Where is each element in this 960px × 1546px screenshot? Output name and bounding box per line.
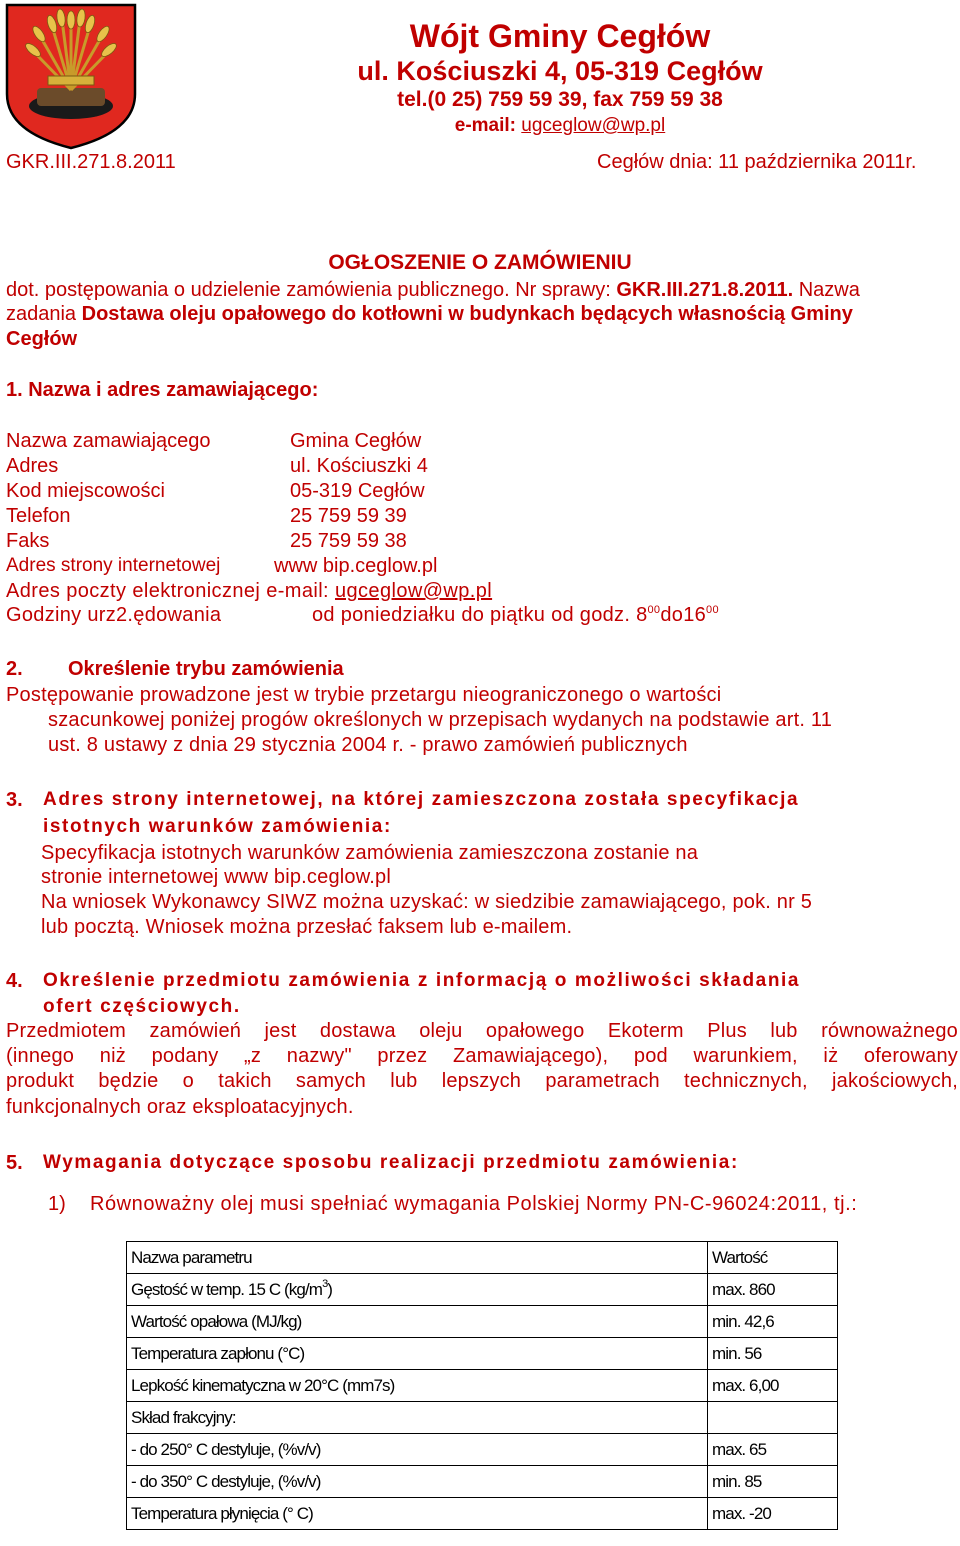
section4-heading1: Określenie przedmiotu zamówienia z informacją o możliwości składania: [43, 970, 801, 991]
section2-number: 2.: [6, 658, 23, 680]
section4-line4: funkcjonalnych oraz eksploatacyjnych.: [6, 1096, 354, 1118]
section3-heading1: Adres strony internetowej, na której zamieszczona została specyfikacja: [43, 789, 800, 810]
hours-text: od poniedziałku do piątku od godz. 8: [312, 604, 648, 626]
section3-line4: lub pocztą. Wniosek można przesłać faksem lub e-mailem.: [41, 916, 573, 938]
section2-line3: ust. 8 ustawy z dnia 29 stycznia 2004 r. - prawo zamówień publicznych: [48, 734, 688, 756]
table-row: [127, 1274, 838, 1306]
org-phone: tel.(0 25) 759 59 39, fax 759 59 38: [397, 88, 723, 111]
s1-value-0: Gmina Cegłów: [290, 430, 422, 452]
table-row: [127, 1306, 838, 1338]
hours-sup-start: 00: [647, 604, 661, 616]
section5-number: 5.: [6, 1152, 23, 1174]
section3-number: 3.: [6, 789, 23, 811]
case-number: GKR.III.271.8.2011.: [616, 279, 794, 301]
org-address: ul. Kościuszki 4, 05-319 Cegłów: [357, 56, 763, 86]
table-cell-value: max. 860: [708, 1274, 838, 1306]
date-line: Cegłów dnia: 11 października 2011r.: [597, 151, 917, 173]
section4-number: 4.: [6, 970, 23, 992]
intro-text-end: Nazwa: [793, 279, 860, 301]
s1-email-label: Adres poczty elektronicznej e-mail:: [6, 580, 335, 602]
intro-text: dot. postępowania o udzielenie zamówienia publicznego. Nr sprawy:: [6, 279, 617, 301]
table-cell-value: min. 85: [708, 1466, 838, 1498]
notice-title: OGŁOSZENIE O ZAMÓWIENIU: [328, 251, 632, 274]
table-cell-value: min. 56: [708, 1338, 838, 1370]
section5-item1-number: 1): [48, 1193, 66, 1215]
density-close: ): [327, 1279, 333, 1299]
s1-value-2: 05-319 Cegłów: [290, 480, 425, 502]
s1-label-5: Adres strony internetowej: [6, 555, 221, 576]
org-email-line: [80, 115, 960, 137]
org-email-link[interactable]: ugceglow@wp.pl: [521, 115, 666, 136]
section1-heading: 1. Nazwa i adres zamawiającego:: [6, 379, 319, 401]
s1-hours-value: [312, 604, 719, 627]
table-row: [127, 1466, 838, 1498]
parameters-table: [126, 1241, 838, 1530]
table-cell-param: - do 350° C destyluje, (%v/v): [127, 1466, 708, 1498]
table-cell-param: Skład frakcyjny:: [127, 1402, 708, 1434]
section3-line2: stronie internetowej www bip.ceglow.pl: [41, 866, 391, 888]
hours-mid: do16: [660, 604, 707, 626]
s1-email-link[interactable]: ugceglow@wp.pl: [334, 580, 493, 602]
table-header-row: [127, 1242, 838, 1274]
section4-line2: (innego niż podany „z nazwy" przez Zamawiającego), pod warunkiem, iż oferowany: [6, 1045, 958, 1067]
notice-intro-line3: Cegłów: [6, 328, 78, 350]
density-sup: 3: [322, 1277, 328, 1290]
task-name: Dostawa oleju opałowego do kotłowni w budynkach będących własnością Gminy: [81, 303, 853, 325]
s1-email-line: [6, 580, 492, 603]
table-cell-param: Lepkość kinematyczna w 20°C (mm7s): [127, 1370, 708, 1402]
table-cell-param: Temperatura zapłonu (°C): [127, 1338, 708, 1370]
table-row: [127, 1338, 838, 1370]
table-cell-value: max. 65: [708, 1434, 838, 1466]
section2-heading: Określenie trybu zamówienia: [68, 658, 344, 680]
section3-heading2: istotnych warunków zamówienia:: [43, 816, 392, 837]
reference-number: GKR.III.271.8.2011: [6, 151, 176, 173]
table-cell-value: max. -20: [708, 1498, 838, 1530]
notice-intro-line1: [6, 279, 860, 302]
hours-sup-end: 00: [706, 604, 719, 616]
table-cell-param: - do 250° C destyluje, (%v/v): [127, 1434, 708, 1466]
section4-line1: Przedmiotem zamówień jest dostawa oleju opałowego Ekoterm Plus lub równoważnego: [6, 1020, 958, 1042]
s1-value-1: ul. Kościuszki 4: [290, 455, 428, 477]
table-cell-value: max. 6,00: [708, 1370, 838, 1402]
s1-label-1: Adres: [6, 455, 59, 477]
s1-hours-label: Godziny urz2.ędowania: [6, 604, 222, 626]
section4-line3: produkt będzie o takich samych lub lepszych parametrach technicznych, jakościowych,: [6, 1070, 958, 1092]
table-header-cell: Nazwa parametru: [127, 1242, 708, 1274]
section3-line3: Na wniosek Wykonawcy SIWZ można uzyskać: w siedzibie zamawiającego, pok. nr 5: [41, 891, 813, 913]
table-row: [127, 1434, 838, 1466]
section2-line1: Postępowanie prowadzone jest w trybie przetargu nieograniczonego o wartości: [6, 684, 722, 706]
s1-value-5: www bip.ceglow.pl: [274, 555, 438, 577]
table-cell-value: [708, 1402, 838, 1434]
s1-label-3: Telefon: [6, 505, 71, 527]
section5-item1-text: Równoważny olej musi spełniać wymagania Polskiej Normy PN-C-96024:2011, tj.:: [90, 1193, 858, 1215]
table-row: [127, 1498, 838, 1530]
section3-line1: Specyfikacja istotnych warunków zamówienia zamieszczona zostanie na: [41, 842, 699, 864]
table-row: [127, 1402, 838, 1434]
org-name: Wójt Gminy Cegłów: [409, 18, 711, 54]
section2-line2: szacunkowej poniżej progów określonych w przepisach wydanych na podstawie art. 11: [48, 709, 833, 731]
s1-label-2: Kod miejscowości: [6, 480, 165, 502]
s1-value-4: 25 759 59 38: [290, 530, 407, 552]
s1-value-3: 25 759 59 39: [290, 505, 407, 527]
table-cell-param: Wartość opałowa (MJ/kg): [127, 1306, 708, 1338]
table-row: [127, 1370, 838, 1402]
section4-heading2: ofert częściowych.: [43, 996, 241, 1017]
notice-intro-line2: [6, 303, 853, 326]
s1-label-4: Faks: [6, 530, 50, 552]
table-cell-param: [127, 1274, 708, 1306]
table-cell-value: min. 42,6: [708, 1306, 838, 1338]
intro2-text: zadania: [6, 303, 82, 325]
s1-label-0: Nazwa zamawiającego: [6, 430, 211, 452]
org-email-label: e-mail:: [454, 115, 522, 136]
table-cell-param: Temperatura płynięcia (° C): [127, 1498, 708, 1530]
section5-heading: Wymagania dotyczące sposobu realizacji przedmiotu zamówienia:: [43, 1152, 739, 1173]
table-header-cell: Wartość: [708, 1242, 838, 1274]
density-label: Gęstość w temp. 15 C (kg/m: [131, 1279, 323, 1299]
